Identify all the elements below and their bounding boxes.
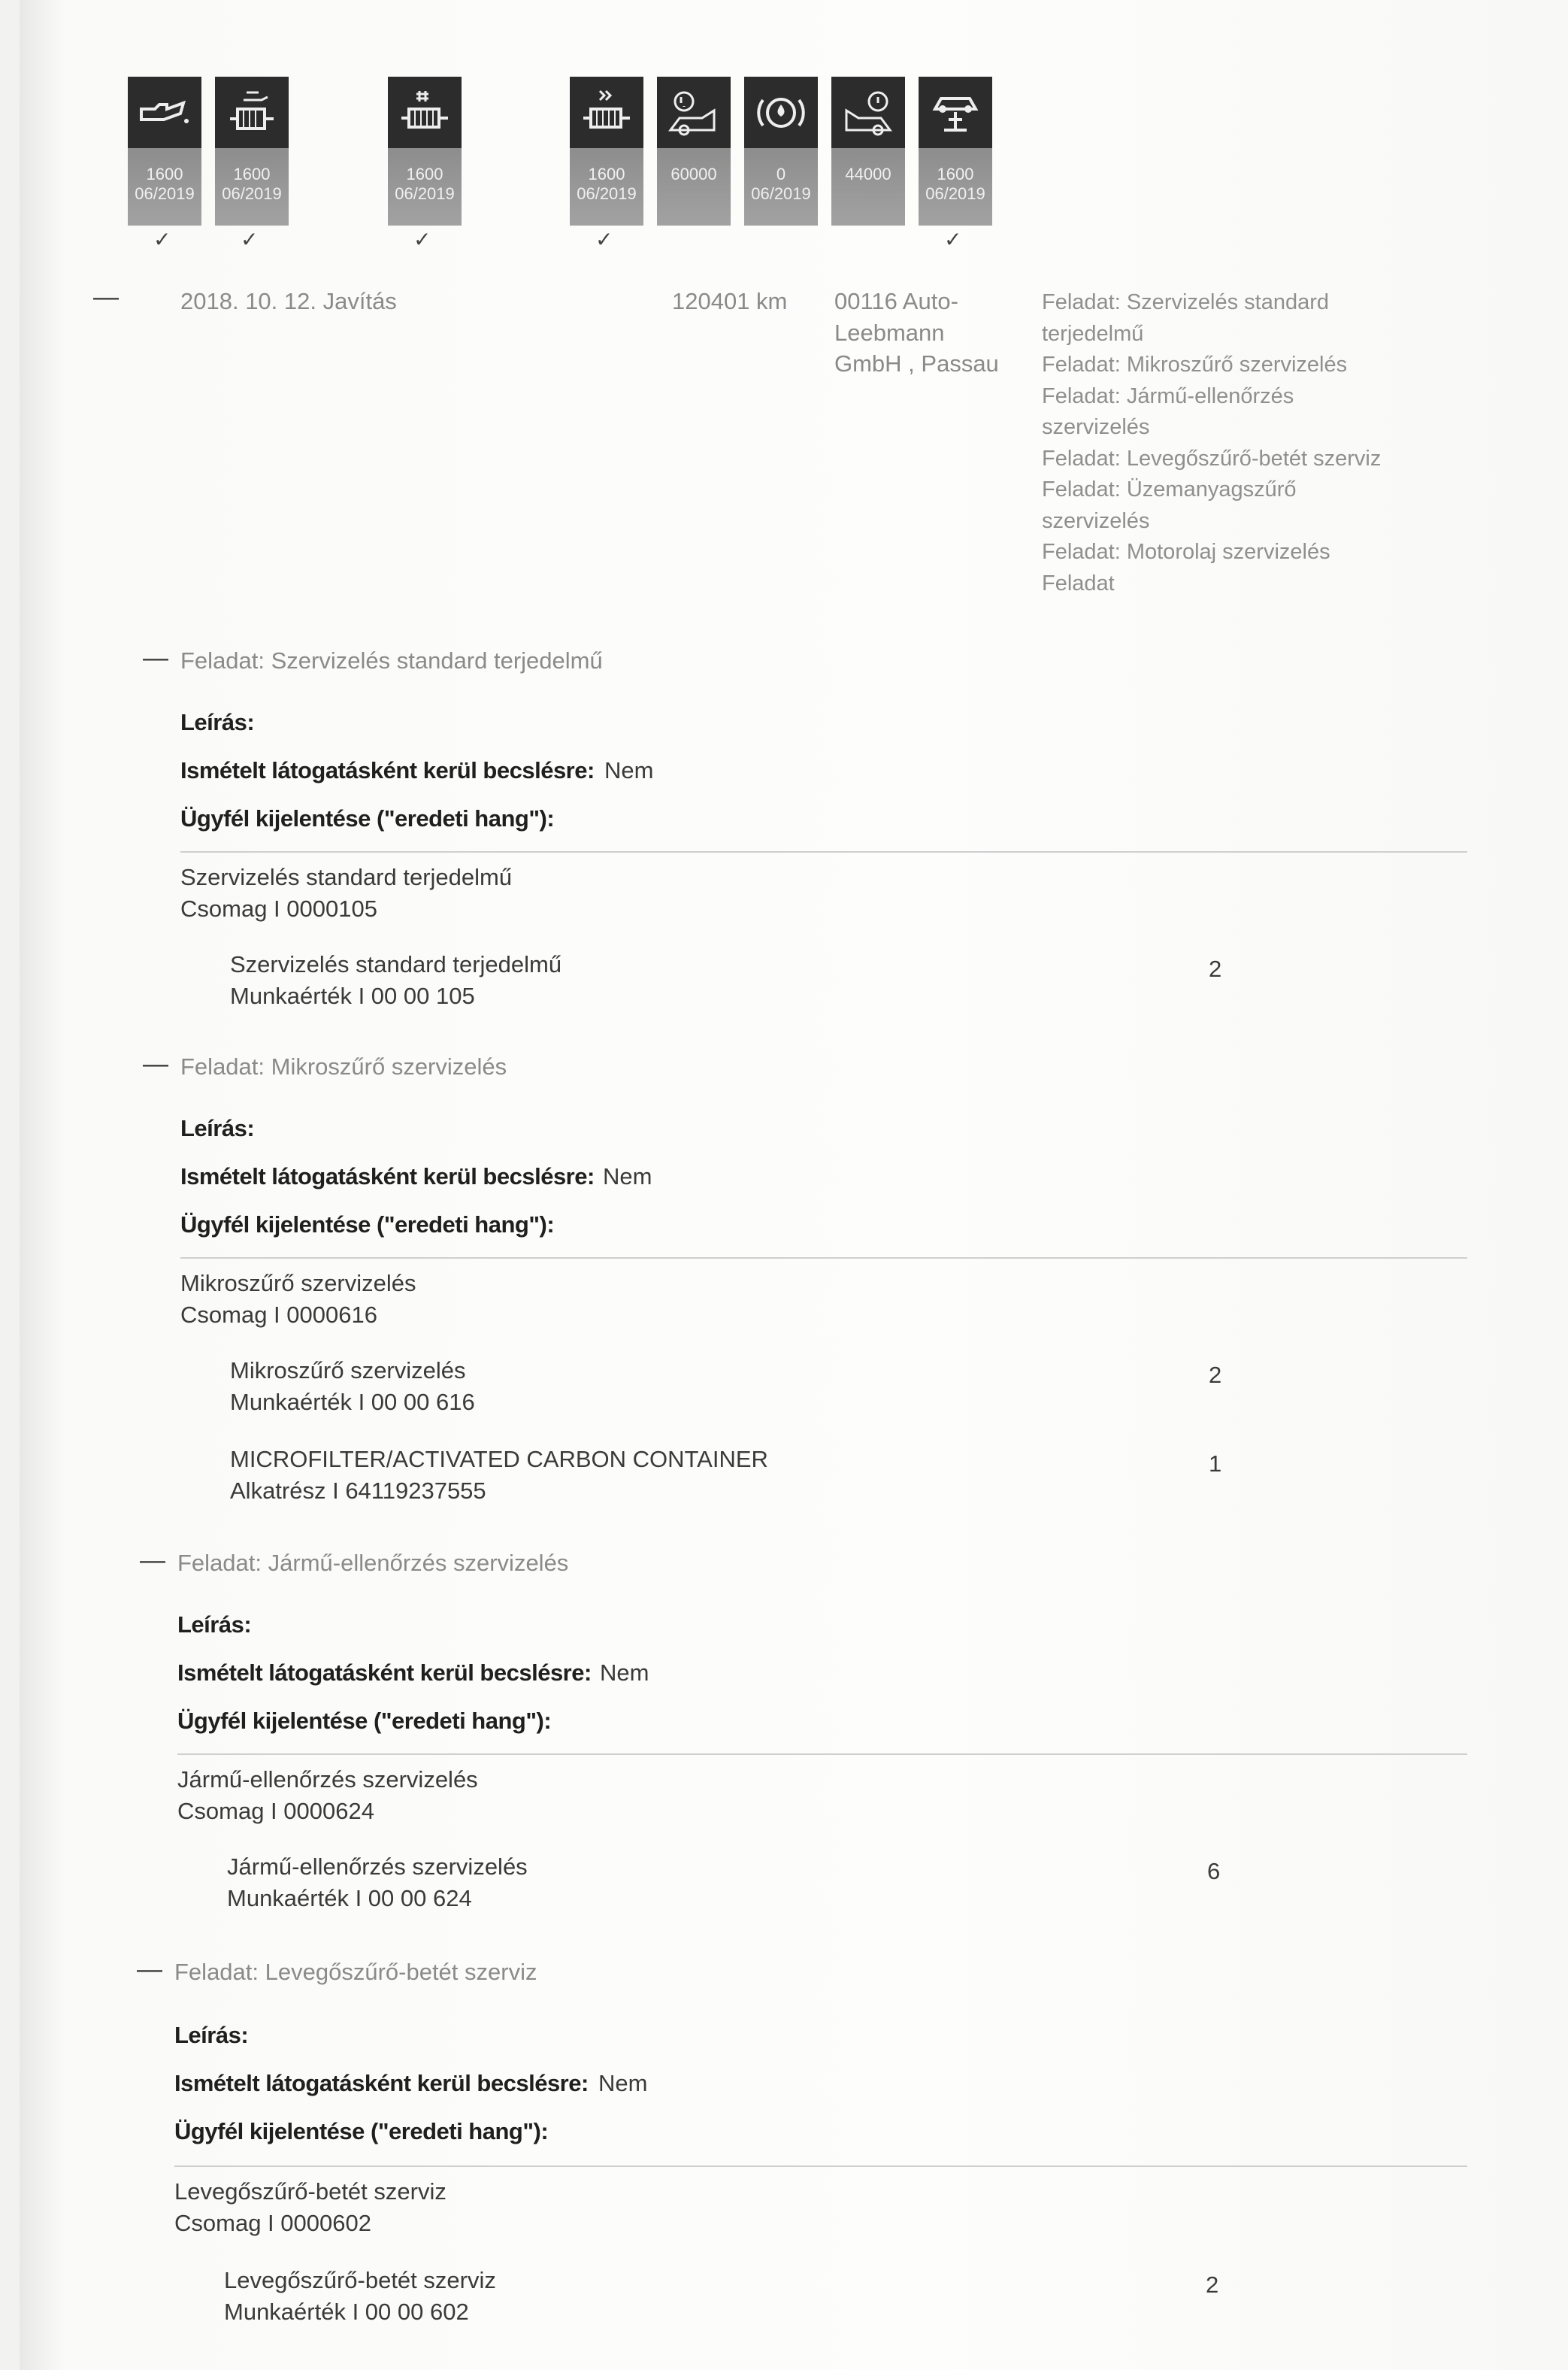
item-quantity: 2: [1206, 2272, 1219, 2298]
task-title: Feladat: Levegőszűrő-betét szerviz: [174, 1959, 537, 1985]
description-label: Leírás:: [180, 709, 255, 735]
icon-tile-brake-rear: 44000: [831, 77, 905, 226]
item-name: Mikroszűrő szervizelés: [230, 1357, 466, 1384]
item-name: Szervizelés standard terjedelmű: [230, 951, 562, 977]
brake-fluid-icon: [744, 83, 818, 143]
divider: [180, 851, 1467, 853]
document-page: [20, 0, 1568, 2370]
icon-tile-particle-filter: 1600 06/2019: [215, 77, 289, 226]
entry-dealer: 00116 Auto- Leebmann GmbH , Passau: [834, 288, 999, 377]
vehicle-check-icon: [919, 83, 992, 143]
package-code: Csomag I 0000616: [180, 1302, 377, 1328]
task-collapse-toggle[interactable]: —: [137, 1955, 162, 1984]
item-name: MICROFILTER/ACTIVATED CARBON CONTAINER: [230, 1446, 768, 1472]
icon-tile-cabin-filter: 1600 06/2019: [388, 77, 462, 226]
repeat-visit-label: Ismételt látogatásként kerül becslésre:: [177, 1659, 592, 1686]
entry-collapse-toggle[interactable]: —: [93, 283, 119, 311]
customer-report-label: Ügyfél kijelentése ("eredeti hang"):: [177, 1708, 552, 1734]
customer-report-label: Ügyfél kijelentése ("eredeti hang"):: [180, 805, 555, 832]
package-code: Csomag I 0000105: [180, 896, 377, 922]
customer-report-label: Ügyfél kijelentése ("eredeti hang"):: [180, 1211, 555, 1238]
icon-tile-oil: 1600 06/2019: [128, 77, 201, 226]
repeat-visit-value: Nem: [600, 1659, 649, 1686]
check-mark: ✓: [595, 227, 613, 252]
icon-tile-brake-front: 60000: [657, 77, 731, 226]
entry-task-list: Feladat: Szervizelés standard terjedelmű Feladat: Mikroszűrő szervizelés Feladat: Jármű-ellenőrzés szervizelés Feladat: Levegőszűrő-betét szerviz Feladat: Üzemanyagszűrő szervizelés Feladat: Motorolaj szervizelés Feladat: [1042, 290, 1382, 596]
item-code: Munkaérték I 00 00 105: [230, 983, 475, 1009]
icon-tile-vehicle-check: 1600 06/2019: [919, 77, 992, 226]
repeat-visit-label: Ismételt látogatásként kerül becslésre:: [180, 1163, 595, 1190]
check-mark: ✓: [944, 227, 962, 252]
check-mark: ✓: [413, 227, 431, 252]
item-name: Levegőszűrő-betét szerviz: [224, 2267, 496, 2293]
description-label: Leírás:: [174, 2022, 249, 2048]
repeat-visit-label: Ismételt látogatásként kerül becslésre:: [180, 757, 595, 783]
package-name: Szervizelés standard terjedelmű: [180, 864, 513, 890]
package-code: Csomag I 0000602: [174, 2210, 371, 2236]
customer-report-label: Ügyfél kijelentése ("eredeti hang"):: [174, 2118, 549, 2144]
entry-mileage: 120401 km: [672, 288, 788, 314]
item-code: Munkaérték I 00 00 616: [230, 1389, 475, 1415]
task-title: Feladat: Szervizelés standard terjedelmű: [180, 647, 603, 674]
item-code: Munkaérték I 00 00 624: [227, 1885, 472, 1911]
air-filter-icon: [570, 83, 643, 143]
icon-tile-brake-fluid: 0 06/2019: [744, 77, 818, 226]
description-label: Leírás:: [177, 1611, 252, 1638]
item-quantity: 1: [1209, 1450, 1222, 1477]
cabin-filter-icon: [388, 83, 462, 143]
item-code: Alkatrész I 64119237555: [230, 1477, 486, 1504]
package-name: Jármű-ellenőrzés szervizelés: [177, 1766, 478, 1793]
item-quantity: 2: [1209, 956, 1222, 982]
item-code: Munkaérték I 00 00 602: [224, 2299, 469, 2325]
task-title: Feladat: Jármű-ellenőrzés szervizelés: [177, 1550, 569, 1576]
description-label: Leírás:: [180, 1115, 255, 1141]
entry-date-type: 2018. 10. 12. Javítás: [180, 288, 397, 314]
icon-tile-air-filter: 1600 06/2019: [570, 77, 643, 226]
repeat-visit-value: Nem: [598, 2070, 648, 2096]
repeat-visit-label: Ismételt látogatásként kerül becslésre:: [174, 2070, 589, 2096]
check-mark: ✓: [153, 227, 171, 252]
brake-pad-rear-icon: [831, 83, 905, 143]
item-quantity: 6: [1207, 1858, 1221, 1884]
item-name: Jármű-ellenőrzés szervizelés: [227, 1853, 528, 1880]
task-collapse-toggle[interactable]: —: [143, 1050, 168, 1078]
package-code: Csomag I 0000624: [177, 1798, 374, 1824]
oil-can-icon: [128, 83, 201, 143]
task-collapse-toggle[interactable]: —: [143, 644, 168, 672]
particle-filter-icon: [215, 83, 289, 143]
divider: [174, 2165, 1467, 2167]
package-name: Mikroszűrő szervizelés: [180, 1270, 416, 1296]
repeat-visit-value: Nem: [603, 1163, 652, 1190]
item-quantity: 2: [1209, 1362, 1222, 1388]
brake-pad-front-icon: [657, 83, 731, 143]
repeat-visit-value: Nem: [604, 757, 654, 783]
divider: [177, 1753, 1467, 1755]
divider: [180, 1257, 1467, 1259]
check-mark: ✓: [241, 227, 259, 252]
task-title: Feladat: Mikroszűrő szervizelés: [180, 1053, 507, 1080]
package-name: Levegőszűrő-betét szerviz: [174, 2178, 446, 2205]
task-collapse-toggle[interactable]: —: [140, 1546, 165, 1574]
